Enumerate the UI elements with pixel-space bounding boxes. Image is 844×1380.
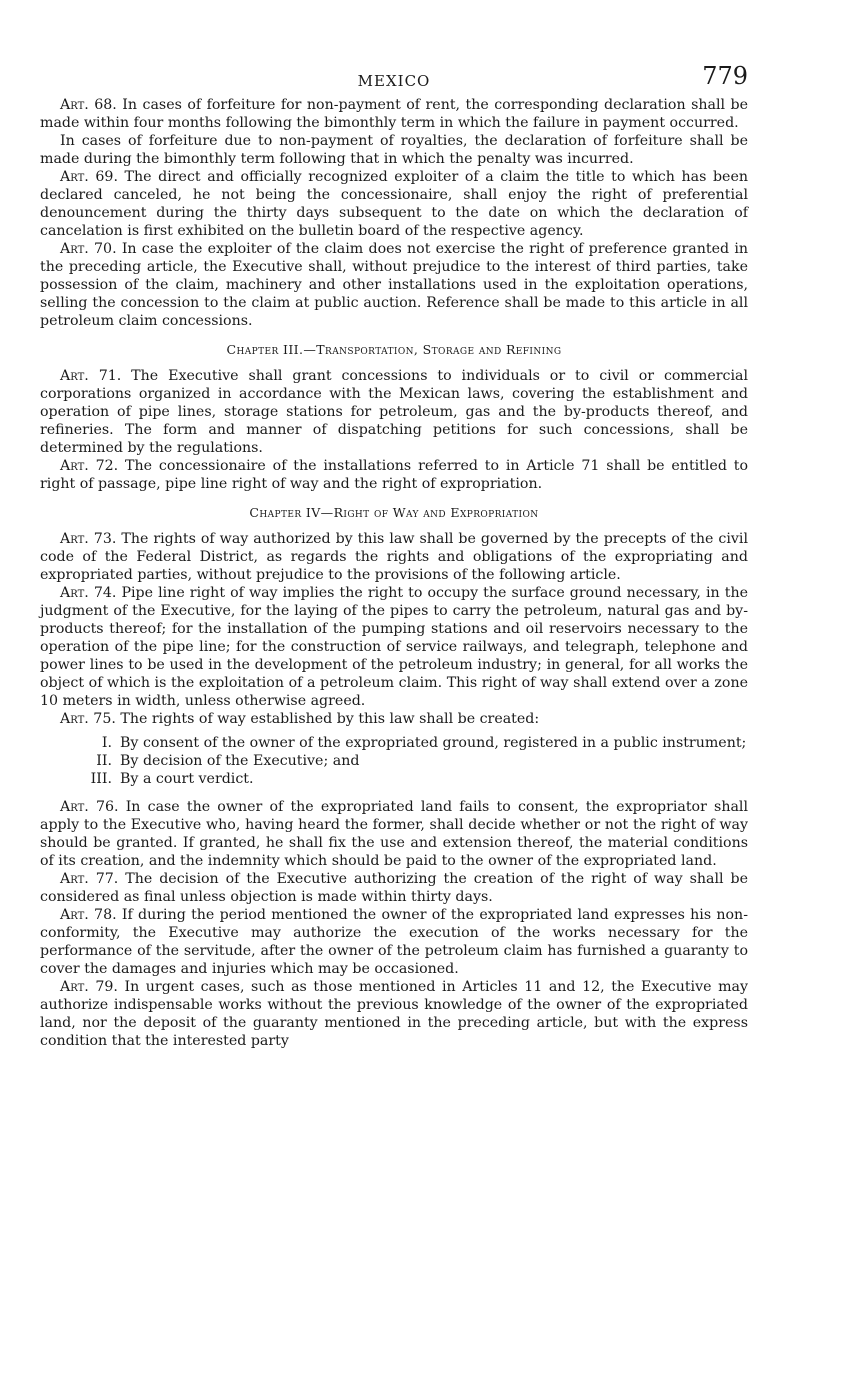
article-label: Art. (60, 907, 89, 923)
clause-number: II. (96, 753, 112, 769)
article-label: Art. (60, 585, 89, 601)
chapter-4-heading: Chapter IV—Right of Way and Expropriation (249, 505, 539, 520)
article-77 (40, 870, 748, 906)
document-page (40, 60, 748, 1050)
article-text: 76. In case the owner of the expropriated land fails to consent, the expropriator shall apply to the Executive who, having heard the former, shall decide whether or not the right of way should be granted. If granted, he shall fix the use and extension thereof, the material conditions of its creation, and the indemnity which should be paid to the owner of the expropriated land. (40, 799, 748, 869)
article-label: Art. (60, 871, 89, 887)
article-label: Art. (60, 241, 89, 257)
article-label: Art. (60, 169, 89, 185)
clause-item (40, 734, 748, 752)
article-75 (40, 710, 748, 728)
article-70 (40, 240, 748, 330)
article-label: Art. (60, 711, 89, 727)
article-76 (40, 798, 748, 870)
article-72 (40, 457, 748, 493)
article-label: Art. (60, 97, 89, 113)
clause-text: By a court verdict. (120, 771, 254, 787)
clause-number: III. (90, 771, 112, 787)
article-text: 72. The concessionaire of the installations referred to in Article 71 shall be entitled to right of passage, pipe line right of way and the right of expropriation. (40, 458, 748, 492)
article-label: Art. (60, 531, 89, 547)
article-label: Art. (60, 799, 89, 815)
article-label: Art. (60, 368, 89, 384)
article-label: Art. (60, 458, 89, 474)
article-78 (40, 906, 748, 978)
clause-item (40, 752, 748, 770)
running-header (40, 60, 748, 96)
article-68-paragraph-2 (40, 132, 748, 168)
article-text: 68. In cases of forfeiture for non-payment of rent, the corresponding declaration shall be made within four months following the bimonthly term in which the failure in payment occurred. (40, 97, 748, 131)
article-text: 71. The Executive shall grant concessions to individuals or to civil or commercial corporations organized in accordance with the Mexican laws, covering the establishment and operation of pipe lines, storage stations for petroleum, gas and the by-products thereof, and refineries. The form and manner of dispatching petitions for such concessions, shall be determined by the regulations. (40, 368, 748, 456)
article-text: 69. The direct and officially recognized exploiter of a claim the title to which has been declared canceled, he not being the concessionaire, shall enjoy the right of preferential denouncement during the thirty days subsequent to the date on which the declaration of cancelation is first exhibited on the bulletin board of the respective agency. (40, 169, 748, 239)
clause-text: By consent of the owner of the expropriated ground, registered in a public instrument; (120, 735, 747, 751)
article-74 (40, 584, 748, 710)
article-text: In cases of forfeiture due to non-payment of royalties, the declaration of forfeiture shall be made during the bimonthly term following that in which the penalty was incurred. (40, 133, 748, 167)
article-text: 74. Pipe line right of way implies the right to occupy the surface ground necessary, in the judgment of the Executive, for the laying of the pipes to carry the petroleum, natural gas and by-products thereof; for the installation of the pumping stations and oil reservoirs necessary to the operation of the pipe line; for the construction of service railways, and telegraph, telephone and power lines to be used in the development of the petroleum industry; in general, for all works the object of which is the exploitation of a petroleum claim. This right of way shall extend over a zone 10 meters in width, unless otherwise agreed. (40, 585, 748, 709)
article-text: 79. In urgent cases, such as those mentioned in Articles 11 and 12, the Executive may authorize indispensable works without the previous knowledge of the owner of the expropriated land, nor the deposit of the guaranty mentioned in the preceding article, but with the express condition that the interested party (40, 979, 748, 1049)
article-73 (40, 530, 748, 584)
running-title: MEXICO (357, 72, 431, 90)
article-68 (40, 96, 748, 132)
article-71 (40, 367, 748, 457)
article-69 (40, 168, 748, 240)
clause-number: I. (101, 735, 112, 751)
article-79 (40, 978, 748, 1050)
clause-item (40, 770, 748, 788)
article-75-clauses (40, 734, 748, 788)
article-label: Art. (60, 979, 89, 995)
article-text: 77. The decision of the Executive authorizing the creation of the right of way shall be considered as final unless objection is made within thirty days. (40, 871, 748, 905)
page-number: 779 (702, 62, 748, 90)
clause-text: By decision of the Executive; and (120, 753, 360, 769)
article-text: 75. The rights of way established by this law shall be created: (88, 711, 540, 727)
article-text: 73. The rights of way authorized by this law shall be governed by the precepts of the civil code of the Federal District, as regards the rights and obligations of the expropriating and expropriated parties, without prejudice to the provisions of the following article. (40, 531, 748, 583)
chapter-3-heading: Chapter III.—Transportation, Storage and Refining (226, 342, 562, 357)
article-text: 78. If during the period mentioned the owner of the expropriated land expresses his non-conformity, the Executive may authorize the execution of the works necessary for the performance of the servitude, after the owner of the petroleum claim has furnished a guaranty to cover the damages and injuries which may be occasioned. (40, 907, 748, 977)
article-text: 70. In case the exploiter of the claim does not exercise the right of preference granted in the preceding article, the Executive shall, without prejudice to the interest of third parties, take possession of the claim, machinery and other installations used in the exploitation operations, selling the concession to the claim at public auction. Reference shall be made to this article in all petroleum claim concessions. (40, 241, 748, 329)
